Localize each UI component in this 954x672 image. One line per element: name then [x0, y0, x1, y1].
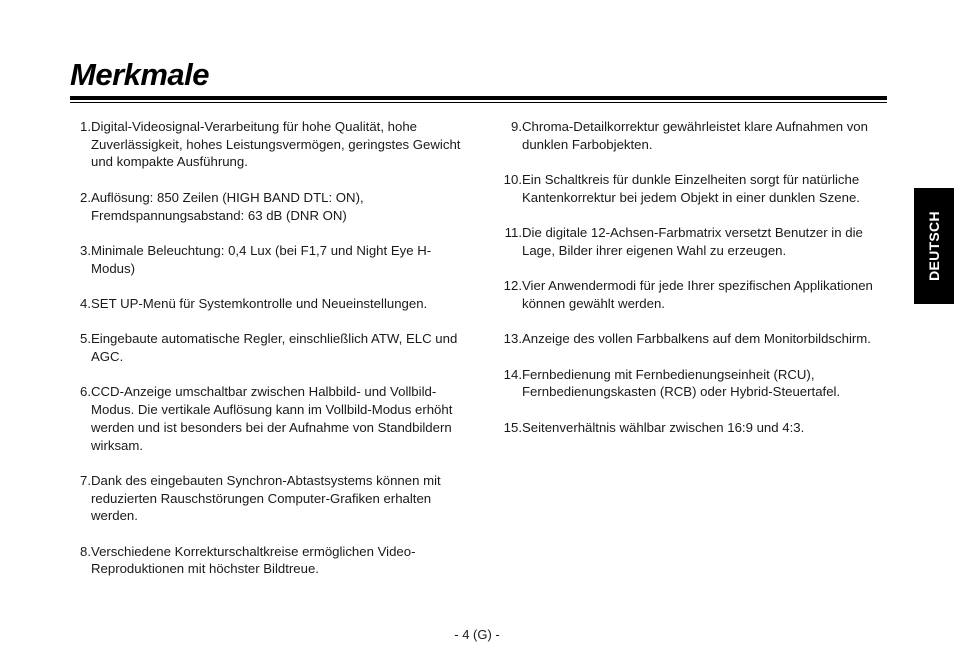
title-rule-thick	[70, 96, 887, 100]
feature-item-13	[496, 330, 886, 348]
feature-text: Digital-Videosignal-Verarbeitung für hohe Qualität, hohe Zuverlässigkeit, hohes Leistungsvermögen, geringstes Gewicht und kompakte Ausführung.	[91, 119, 461, 170]
feature-text: Auflösung: 850 Zeilen (HIGH BAND DTL: ON), Fremdspannungsabstand: 63 dB (DNR ON)	[91, 189, 364, 223]
feature-number: 3.	[80, 242, 91, 258]
language-tab-label: DEUTSCH	[926, 211, 942, 281]
feature-text: Fernbedienung mit Fernbedienungseinheit (RCU), Fernbedienungskasten (RCB) oder Hybrid-Steuertafel.	[522, 366, 841, 400]
feature-text: CCD-Anzeige umschaltbar zwischen Halbbild- und Vollbild-Modus. Die vertikale Auflösung kann im Vollbild-Modus erhöht werden und ist besonders bei der Aufnahme von Standbildern wirksam.	[91, 384, 453, 453]
feature-item-12	[496, 277, 886, 312]
feature-item-9	[496, 118, 886, 153]
feature-item-11	[496, 224, 886, 259]
feature-item-10	[496, 171, 886, 206]
feature-text: Chroma-Detailkorrektur gewährleistet klare Aufnahmen von dunklen Farbobjekten.	[522, 119, 868, 152]
feature-item-1	[70, 118, 462, 171]
feature-item-8	[70, 543, 462, 578]
feature-text: Anzeige des vollen Farbbalkens auf dem Monitorbildschirm.	[522, 331, 871, 347]
language-tab	[914, 188, 954, 304]
page-number: - 4 (G) -	[454, 627, 500, 642]
feature-number: 9.	[511, 119, 522, 134]
feature-item-6	[70, 383, 462, 454]
feature-list-right	[496, 118, 886, 454]
feature-number: 13.	[503, 331, 522, 347]
feature-item-15	[496, 419, 886, 437]
feature-number: 11.	[504, 225, 522, 241]
feature-number: 12.	[503, 278, 522, 294]
feature-text: Seitenverhältnis wählbar zwischen 16:9 und 4:3.	[522, 419, 805, 435]
feature-number: 7.	[80, 472, 91, 488]
feature-text: Eingebaute automatische Regler, einschließlich ATW, ELC und AGC.	[91, 331, 458, 365]
feature-number: 4.	[80, 295, 91, 311]
feature-item-4	[70, 295, 462, 313]
feature-text: Ein Schaltkreis für dunkle Einzelheiten sorgt für natürliche Kantenkorrektur bei jedem Objekt in einer dunklen Szene.	[522, 172, 860, 205]
feature-text: Vier Anwendermodi für jede Ihrer spezifischen Applikationen können gewählt werden.	[522, 278, 873, 311]
feature-text: Verschiedene Korrekturschaltkreise ermöglichen Video-Reproduktionen mit höchster Bildtreue.	[91, 543, 416, 577]
feature-number: 15.	[503, 419, 522, 435]
feature-number: 10.	[503, 172, 522, 188]
feature-text: Minimale Beleuchtung: 0,4 Lux (bei F1,7 und Night Eye H-Modus)	[91, 242, 432, 276]
feature-item-2	[70, 189, 462, 224]
feature-number: 1.	[80, 119, 91, 134]
feature-number: 14.	[503, 366, 522, 382]
feature-number: 8.	[80, 543, 91, 559]
feature-text: SET UP-Menü für Systemkontrolle und Neueinstellungen.	[91, 295, 428, 311]
feature-item-5	[70, 330, 462, 365]
feature-item-14	[496, 366, 886, 401]
title-rule-thin	[70, 102, 887, 103]
feature-number: 5.	[80, 331, 91, 347]
page-title: Merkmale	[70, 57, 210, 92]
feature-list-left	[70, 118, 462, 596]
feature-text: Dank des eingebauten Synchron-Abtastsystems können mit reduzierten Rauschstörungen Computer-Grafiken erhalten werden.	[91, 472, 441, 524]
feature-item-3	[70, 242, 462, 277]
feature-number: 2.	[80, 189, 91, 205]
feature-item-7	[70, 472, 462, 525]
feature-text: Die digitale 12-Achsen-Farbmatrix versetzt Benutzer in die Lage, Bilder ihrer eigenen Wahl zu erzeugen.	[522, 225, 863, 258]
feature-number: 6.	[80, 384, 91, 400]
